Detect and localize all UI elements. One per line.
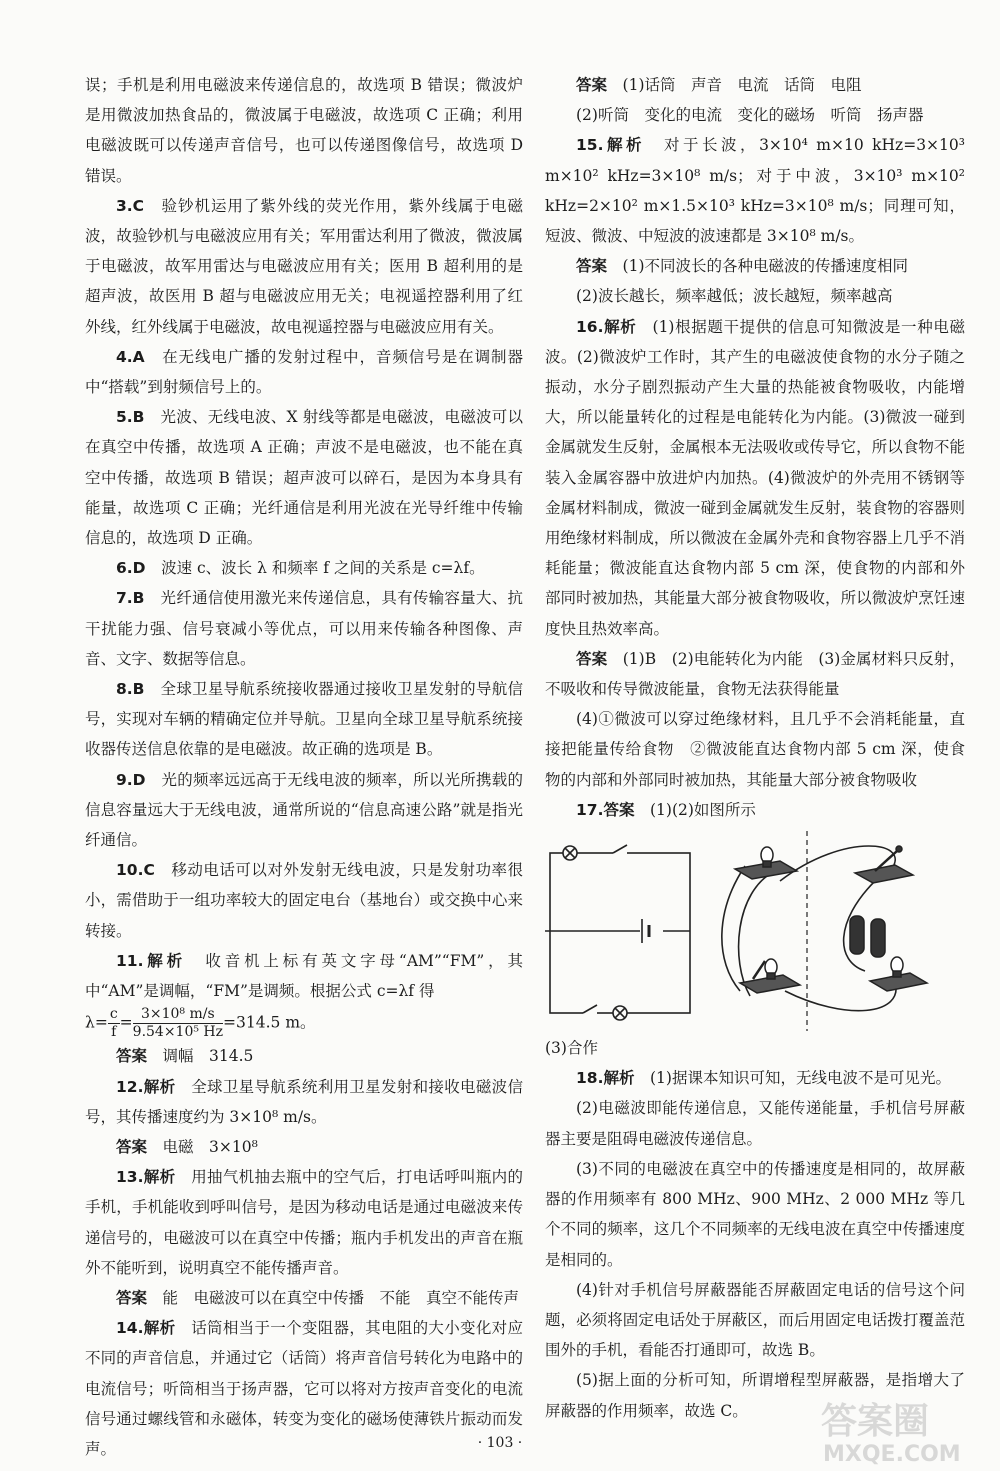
- answer-q15-result-2: (2)波长越长，频率越低；波长越短，频率越高: [576, 287, 893, 306]
- answer-text: (1)B (2)电能转化为内能 (3)金属材料只反射，不吸收和传导微波能量，食物无法获得能量: [545, 649, 965, 699]
- lamp-board-bottom: [740, 959, 800, 993]
- answer-text: (1)话筒 声音 电流 话筒 电阻: [622, 76, 862, 94]
- battery-cells: [850, 916, 885, 957]
- question-number: 16.解析: [576, 317, 637, 336]
- left-column: [85, 70, 523, 1464]
- answer-q16-result: [545, 644, 965, 704]
- explanation-text: 话筒相当于一个变阻器，其电阻的大小变化对应不同的声音信息，并通过它（话筒）将声音信号转化为电路中的电流信号；听筒相当于扬声器，它可以将对方按声音变化的电流信号通过螺线管和永磁体，转变为变化的磁场使薄铁片振动而发声。: [85, 1319, 523, 1458]
- answer-q18-part2: (2)电磁波即能传递信息，又能传递能量，手机信号屏蔽器主要是阻碍电磁波传递信息。: [545, 1099, 965, 1148]
- answer-text: 能 电磁波可以在真空中传播 不能 真空不能传声: [162, 1288, 520, 1307]
- answer-q18-part5: (5)据上面的分析可知，所谓增程型屏蔽器，是指增大了屏蔽器的作用频率，故选 C。: [545, 1371, 965, 1420]
- equation-wavelength: [85, 1006, 523, 1041]
- explanation-text: 验钞机运用了紫外线的荧光作用，紫外线属于电磁波，故验钞机与电磁波应用有关；军用雷达利用了微波，微波属于电磁波，故军用雷达与电磁波应用有关；医用 B 超利用的是超声波，故医用 B 超与电磁波应用无关；电视遥控器利用了红外线，红外线属于电磁波，故电视遥控器与电磁波应用有关。: [85, 196, 523, 336]
- fraction-c-over-f: [108, 1006, 120, 1041]
- explanation-text: 光纤通信使用激光来传递信息，具有传输容量大、抗干扰能力强、信号衰减小等优点，可以用来传输各种图像、声音、文字、数据等信息。: [85, 589, 523, 668]
- answer-q11: [85, 946, 523, 1006]
- answer-q18-part4: (4)针对手机信号屏蔽器能否屏蔽固定电话的信号这个问题，必须将固定电话处于屏蔽区，而后用固定电话拨打覆盖范围外的手机，看能否打通即可，故选 B。: [545, 1280, 965, 1360]
- explanation-text: 全球卫星导航系统接收器通过接收卫星发射的导航信号，实现对车辆的精确定位并导航。卫星向全球卫星导航系统接收器传送信息依靠的是电磁波。故正确的选项是 B。: [85, 680, 523, 759]
- question-number: 12.解析: [116, 1077, 176, 1096]
- answer-q13: [85, 1162, 523, 1283]
- answer-q12: [85, 1072, 523, 1132]
- right-column: [545, 70, 965, 1426]
- question-number: 4.A: [116, 347, 145, 366]
- question-number: 10.C: [116, 861, 155, 880]
- eq-lhs: λ=: [85, 1013, 108, 1032]
- answer-text: 电磁 3×10⁸: [162, 1137, 258, 1156]
- answer-q15-result: [545, 251, 965, 281]
- answer-q17-part3: (3)合作: [545, 1039, 598, 1058]
- answer-q15: [545, 130, 965, 251]
- answer-q12-result: [85, 1132, 523, 1162]
- answer-q13-result: [85, 1283, 523, 1313]
- switch-board-top: [855, 846, 913, 883]
- explanation-text: 收音机上标有英文字母“AM”“FM”，其中“AM”是调幅，“FM”是调频。根据公式 c=λf 得: [85, 951, 523, 1001]
- circuit-figure: [545, 831, 965, 1031]
- answer-q16-result-2: (4)①微波可以穿过绝缘材料，且几乎不会消耗能量，直接把能量传给食物 ②微波能直达食物内部 5 cm 深，使食物的内部和外部同时被加热，其能量大部分被食物吸收: [545, 710, 965, 789]
- answer-q10: [85, 855, 523, 946]
- circuit-diagram: [545, 831, 965, 1031]
- answer-text: (1)(2)如图所示: [649, 800, 756, 819]
- explanation-text: 光的频率远远高于无线电波的频率，所以光所携载的信息容量远大于无线电波，通常所说的“信息高速公路”就是指光纤通信。: [85, 770, 523, 850]
- question-number: 5.B: [116, 408, 145, 427]
- watermark-line2: MXQE.COM: [823, 1442, 961, 1467]
- answer-label: 答案: [116, 1288, 148, 1307]
- switch-board-bottom: [870, 957, 927, 991]
- answer-label: 答案: [576, 76, 608, 94]
- question-number: 17.答案: [576, 800, 635, 819]
- answer-label: 答案: [576, 257, 608, 276]
- lamp-board-top: [735, 847, 797, 879]
- fraction-values: [133, 1006, 223, 1041]
- answer-q14-result-2: (2)听筒 变化的电流 变化的磁场 听筒 扬声器: [576, 106, 924, 125]
- eq-rhs: =314.5 m。: [223, 1013, 316, 1032]
- answer-q7: [85, 583, 523, 674]
- question-number: 6.D: [116, 559, 146, 578]
- answer-q11-result: [85, 1041, 523, 1071]
- answer-q3: [85, 191, 523, 342]
- answer-q16: [545, 312, 965, 644]
- watermark-line1: 答案圈: [821, 1401, 930, 1442]
- question-number: 3.C: [116, 196, 145, 215]
- paragraph-q2-continued: 误；手机是利用电磁波来传递信息的，故选项 B 错误；微波炉是用微波加热食品的，微波属于电磁波，故选项 C 正确；利用电磁波既可以传递声音信号，也可以传递图像信号，故选项 D 错误。: [85, 76, 523, 185]
- explanation-text: 在无线电广播的发射过程中，音频信号是在调制器中“搭载”到射频信号上的。: [85, 347, 523, 397]
- answer-q8: [85, 674, 523, 765]
- eq-mid: =: [119, 1013, 133, 1032]
- fraction-numerator: 3×10⁸ m/s: [133, 1006, 223, 1024]
- explanation-text: 用抽气机抽去瓶中的空气后，打电话呼叫瓶内的手机，手机能收到呼叫信号，是因为移动电话是通过电磁波来传递信号的，电磁波可以在真空中传播；瓶内手机发出的声音在瓶外不能听到，说明真空不能传播声音。: [85, 1168, 523, 1277]
- explanation-text: (1)根据题干提供的信息可知微波是一种电磁波。(2)微波炉工作时，其产生的电磁波使食物的水分子随之振动，水分子剧烈振动产生大量的热能被食物吸收，内能增大，所以能量转化的过程是电能转化为内能。(3)微波一碰到金属就发生反射，金属根本无法吸收或传导它，所以食物不能装入金属容器中放进炉内加热。(4)微波炉的外壳用不锈钢等金属材料制成，微波一碰到金属就发生反射，装食物的容器则用绝缘材料制成，所以微波在金属外壳和食物容器上几乎不消耗能量；微波能直达食物内部 5 cm 深，使食物的内部和外部同时被加热，其能量大部分被食物吸收，所以微波炉烹饪速度快且热效率高。: [545, 317, 965, 638]
- answer-label: 答案: [576, 649, 608, 668]
- question-number: 18.解析: [576, 1069, 635, 1088]
- answer-label: 答案: [116, 1047, 148, 1066]
- circuit-loop: [550, 853, 690, 1013]
- explanation-text: 移动电话可以对外发射无线电波，只是发射功率很小，需借助于一组功率较大的固定电台（基地台）或交换中心来转接。: [85, 861, 523, 940]
- answer-q6: [85, 553, 523, 583]
- answer-q17: [545, 795, 965, 825]
- explanation-text: 对于长波，3×10⁴ m×10 kHz=3×10³ m×10² kHz=3×10⁸ m/s；对于中波，3×10³ m×10² kHz=2×10² m×1.5×10³ kHz=3×10⁸ m/s；同理可知，短波、微波、中短波的波速都是 3×10⁸ m/s。: [545, 136, 965, 246]
- answer-text: (1)不同波长的各种电磁波的传播速度相同: [622, 257, 908, 276]
- question-number: 9.D: [116, 770, 146, 789]
- answer-text: 调幅 314.5: [162, 1047, 254, 1066]
- answer-label: 答案: [116, 1137, 148, 1156]
- answer-q18: [545, 1063, 965, 1093]
- page-number: · 103 ·: [477, 1435, 523, 1451]
- question-number: 15.解析: [576, 136, 645, 155]
- watermark-logo: [815, 1393, 985, 1467]
- answer-q9: [85, 765, 523, 856]
- question-number: 7.B: [116, 589, 145, 608]
- explanation-text: 波速 c、波长 λ 和频率 f 之间的关系是 c=λf。: [161, 559, 485, 578]
- answer-q14-result: [545, 70, 965, 100]
- explanation-text: 光波、无线电波、X 射线等都是电磁波，电磁波可以在真空中传播，故选项 A 正确；声波不是电磁波，也不能在真空中传播，故选项 B 错误；超声波可以碎石，是因为本身具有能量，故选项 C 正确；光纤通信是利用光波在光导纤维中传输信息的，故选项 D 正确。: [85, 408, 523, 548]
- question-number: 14.解析: [116, 1319, 176, 1338]
- answer-q4: [85, 342, 523, 402]
- answer-q18-part3: (3)不同的电磁波在真空中的传播速度是相同的，故屏蔽器的作用频率有 800 MHz、900 MHz、2 000 MHz 等几个不同的频率，这几个不同频率的无线电波在真空中传播速度是相同的。: [545, 1159, 965, 1269]
- question-number: 8.B: [116, 680, 145, 699]
- fraction-denominator: f: [111, 1024, 117, 1041]
- fraction-numerator: c: [109, 1006, 118, 1023]
- fraction-denominator: 9.54×10⁵ Hz: [132, 1024, 224, 1041]
- explanation-text: 全球卫星导航系统利用卫星发射和接收电磁波信号，其传播速度约为 3×10⁸ m/s。: [85, 1077, 523, 1126]
- explanation-text: (1)据课本知识可知，无线电波不是可见光。: [649, 1069, 951, 1088]
- answer-q5: [85, 402, 523, 553]
- question-number: 13.解析: [116, 1168, 176, 1187]
- question-number: 11.解析: [116, 951, 187, 970]
